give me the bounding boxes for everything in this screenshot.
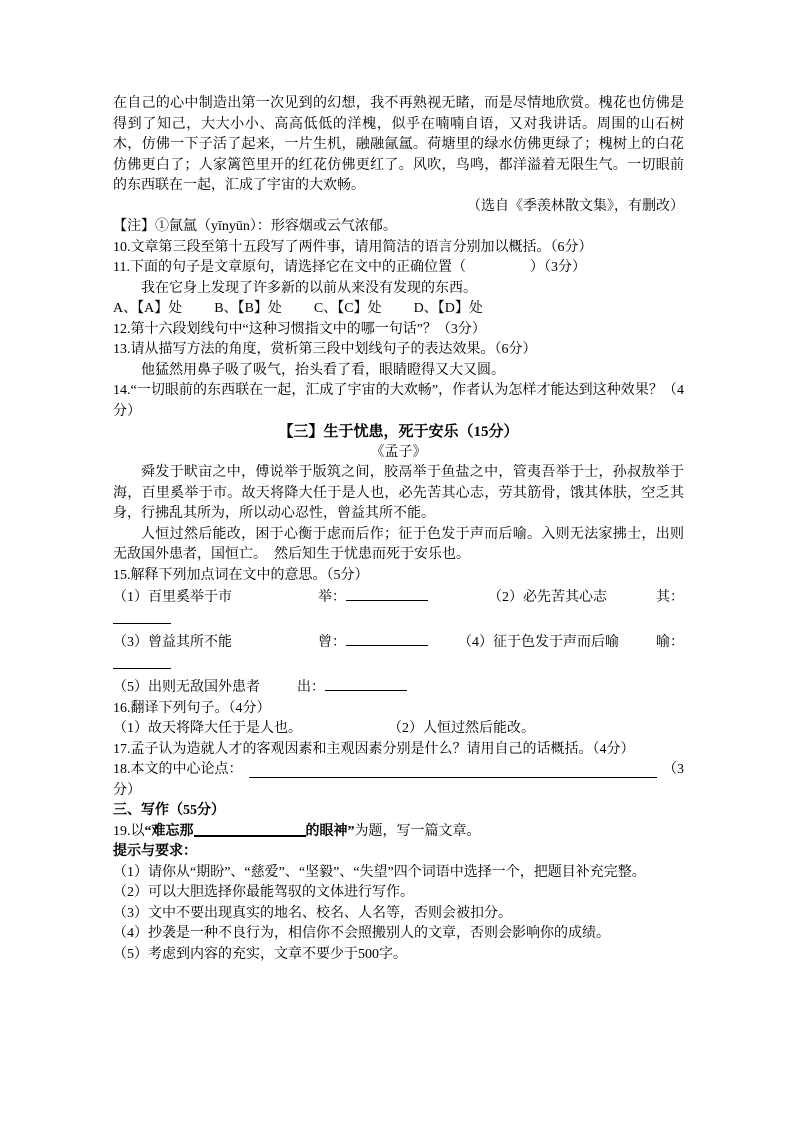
tips-label: 提示与要求： (113, 844, 197, 859)
q15-item4-phrase: （4）征于色发于声而后喻 (458, 635, 619, 650)
question-17: 17.孟子认为造就人才的客观因素和主观因素分别是什么？请用自己的话概括。（4分） (113, 741, 635, 757)
q15-item5-phrase: （5）出则无敌国外患者 (113, 680, 260, 695)
question-15-blank-line-2 (113, 654, 684, 677)
writing-heading: 三、写作（55分） (113, 803, 225, 818)
answer-blank (346, 586, 428, 601)
question-18-label: 18.本文的中心论点： (113, 762, 243, 777)
question-13-quote: 他猛然用鼻子吸了吸气，抬头看了看，眼睛瞪得又大又圆。 (141, 362, 505, 378)
q15-item2-phrase: （2）必先苦其心志 (488, 590, 607, 605)
question-13-stem: 13.请从描写方法的角度，赏析第三段中划线句子的表达效果。（6分） (113, 342, 537, 357)
classical-passage-1: 舜发于畎亩之中，傅说举于版筑之间，胶鬲举于鱼盐之中，管夷吾举于士，孙叔敖举于海，百里奚举于市。故天将降大任于是人也，必先苦其心志，劳其筋骨，饿其体肤，空乏其身，行拂乱其所为，所以动心忍性，曾益其所不能。 (113, 465, 684, 521)
question-18-score-close: 分） (113, 782, 141, 798)
q15-item3-answer (318, 631, 458, 654)
q15-item5-answer (297, 676, 407, 699)
answer-blank (113, 654, 171, 669)
section-subtitle: 《孟子》 (370, 444, 427, 460)
option-b: B、【B】处 (214, 301, 282, 316)
q19-pre: 19.以 (113, 823, 145, 839)
question-15-row-3 (113, 676, 684, 699)
answer-blank-long (249, 763, 658, 778)
section-heading: 【三】生于忧患，死于安乐（15分） (278, 424, 519, 440)
question-15-row-2 (113, 631, 684, 654)
q15-item5-word: 出： (297, 680, 325, 695)
question-18-score-open: （3 (663, 762, 684, 777)
question-11-stem-post: ）（3分） (529, 260, 586, 275)
question-10: 10.文章第三段至第十五段写了两件事，请用简洁的语言分别加以概括。（6分） (113, 239, 593, 255)
question-16-items (113, 719, 684, 740)
question-12: 12.第十六段划线句中“这种习惯指文中的哪一句话”？（3分） (113, 321, 486, 337)
question-16-stem: 16.翻译下列句子。（4分） (113, 700, 271, 716)
question-15-stem: 15.解释下列加点词在文中的意思。（5分） (113, 567, 369, 583)
tip-2: （2）可以大胆选择你最能驾驭的文体进行写作。 (113, 885, 414, 900)
question-15-blank-line-1 (113, 609, 684, 632)
question-18 (113, 760, 684, 781)
passage-continuation: 在自己的心中制造出第一次见到的幻想，我不再熟视无睹，而是尽情地欣赏。槐花也仿佛是得到了知己，大大小小、高高低低的洋槐，似乎在喃喃自语，又对我讲话。周围的山石树木，仿佛一下子活了起来，一片生机，融融氤氲。荷塘里的绿水仿佛更绿了；槐树上的白花仿佛更白了；人家篱笆里开的红花仿佛更红了。风吹，鸟鸣，都洋溢着无限生气。一切眼前的东西联在一起，汇成了宇宙的大欢畅。 (113, 96, 684, 193)
q15-item1-phrase: （1）百里奚举于市 (113, 590, 232, 605)
q19-title-open: “难忘那 (144, 823, 194, 839)
tip-5: （5）考虑到内容的充实，文章不要少于500字。 (113, 946, 407, 962)
question-11-stem (113, 258, 684, 279)
tip-4: （4）抄袭是一种不良行为，相信你不会照搬别人的文章，否则会影响你的成绩。 (113, 926, 610, 941)
option-a: A、【A】处 (113, 301, 183, 316)
option-d: D、【D】处 (413, 301, 483, 316)
question-11-quote: 我在它身上发现了许多新的以前从来没有发现的东西。 (141, 280, 477, 296)
q15-item1-answer (318, 586, 458, 609)
answer-blank (113, 609, 171, 624)
source-attribution: （选自《季羡林散文集》，有删改） (467, 198, 684, 214)
option-c: C、【C】处 (313, 301, 382, 316)
question-11-options (113, 299, 684, 320)
question-14: 14.“一切眼前的东西联在一起，汇成了宇宙的大欢畅”，作者认为怎样才能达到这种效果？（4分） (113, 383, 684, 419)
question-15-row-1 (113, 586, 684, 609)
answer-blank (346, 631, 428, 646)
q15-item3-word: 曾： (318, 635, 346, 650)
q15-item3-phrase: （3）曾益其所不能 (113, 635, 232, 650)
q15-item1-word: 举： (318, 590, 346, 605)
note-line: 【注】①氤氲（yīnyūn）：形容烟或云气浓郁。 (113, 219, 397, 234)
classical-passage-2: 人恒过然后能改，困于心衡于虑而后作；征于色发于声而后喻。入则无法家拂士，出则无敌国外患者，国恒亡。 然后知生于忧患而死于安乐也。 (113, 526, 684, 562)
title-blank (194, 822, 306, 837)
tip-3: （3）文中不要出现真实的地名、校名、人名等，否则会被扣分。 (113, 905, 512, 921)
q16-item1: （1）故天将降大任于是人也。 (113, 721, 302, 736)
question-19 (113, 822, 684, 843)
tip-1: （1）请你从“期盼”、“慈爱”、“坚毅”、“失望”四个词语中选择一个，把题目补充完整。 (113, 864, 646, 880)
q15-item4-word: 喻： (656, 635, 684, 650)
question-11-stem-pre: 11.下面的句子是文章原句，请选择它在文中的正确位置（ (113, 260, 466, 275)
q19-post: 为题，写一篇文章。 (354, 823, 481, 839)
q15-item2-word: 其： (656, 590, 684, 605)
q19-title-close: 的眼神” (305, 823, 355, 839)
q16-item2: （2）人恒过然后能改。 (388, 721, 535, 736)
answer-blank (325, 676, 407, 691)
